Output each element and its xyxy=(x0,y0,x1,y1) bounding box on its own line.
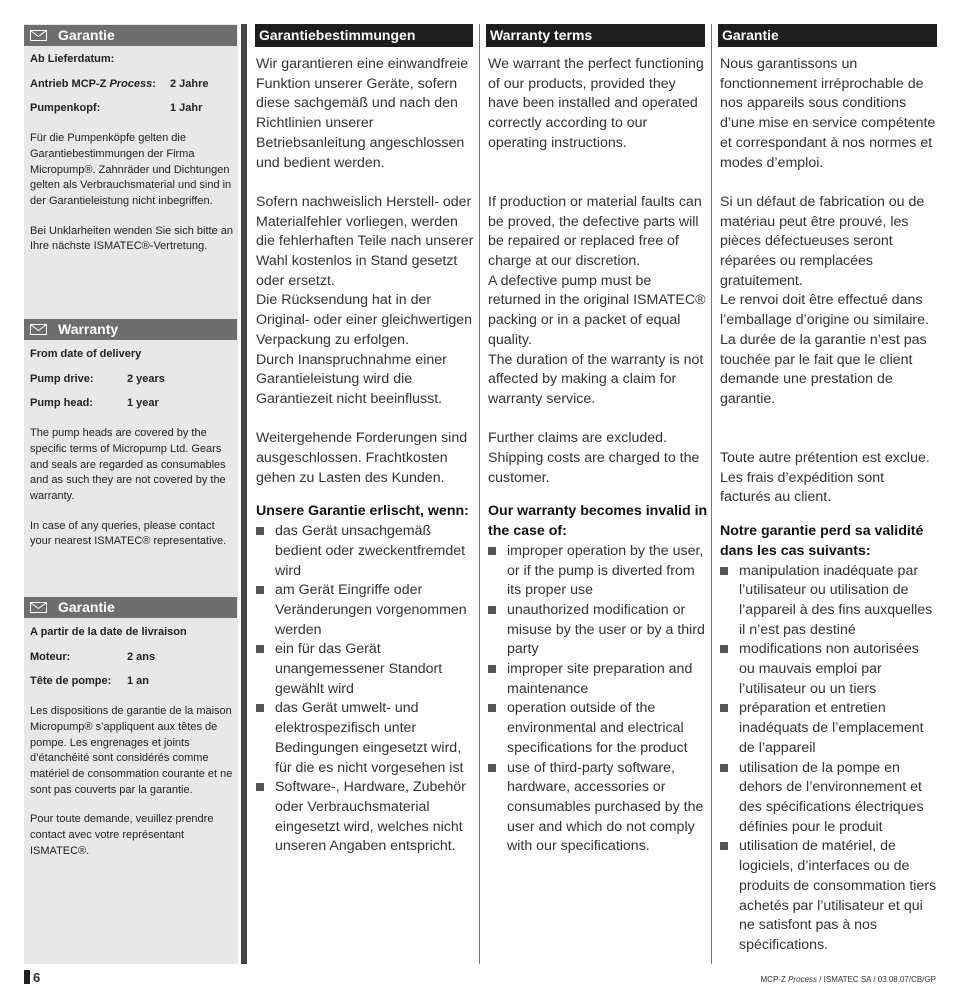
list-item: am Gerät Eingriffe oder Veränderungen vorgenommen werden xyxy=(256,581,476,640)
paragraph: A defective pump must be returned in the original ISMATEC® packing or in a packet of equal quality. xyxy=(488,272,706,348)
document-reference: MCP-Z Process / ISMATEC SA / 03.08.07/CB/GP xyxy=(760,975,936,984)
sidebar-note: Pour toute demande, veuillez prendre contact avec votre représentant ISMATEC®. xyxy=(30,813,214,857)
sidebar-heading-en xyxy=(24,319,237,340)
delivery-label: A partir de la date de livraison xyxy=(30,626,187,638)
sidebar-heading-text: Warranty xyxy=(58,321,119,337)
column-de xyxy=(256,55,476,857)
subheading: Notre garantie perd sa validité dans les cas suivants: xyxy=(720,523,924,559)
list-item: das Gerät unsachgemäß bedient oder zweckentfremdet wird xyxy=(256,522,476,581)
warranty-row-head: Pumpenkopf: 1 Jahr xyxy=(30,102,203,115)
sidebar-note: The pump heads are covered by the specific terms of Micropump Ltd. Gears and seals are regarded as consumables and as such they are not covered by the warranty. xyxy=(30,427,226,502)
sidebar-heading-de xyxy=(24,25,237,46)
paragraph: Wir garantieren eine einwandfreie Funktion unserer Geräte, sofern diese sachgemäß und nach den Richtlinien unserer Betriebsanleitung angeschlossen und bedient werden. xyxy=(256,56,469,171)
list-item: unauthorized modification or misuse by the user or by a third party xyxy=(488,601,708,660)
subheading: Unsere Garantie erlischt, wenn: xyxy=(256,503,469,520)
sidebar-block-en xyxy=(30,347,238,550)
sidebar-heading-text: Garantie xyxy=(58,599,115,615)
list-item: utilisation de la pompe en dehors de l’environnement et des spécifications électriques définies pour le produit xyxy=(720,759,938,838)
paragraph: La durée de la garantie n’est pas touchée par le fait que le client demande une prestation de garantie. xyxy=(720,331,927,407)
paragraph: Durch Inanspruchnahme einer Garantieleistung wird die Garantiezeit nicht beeinflusst. xyxy=(256,351,447,407)
subheading: Our warranty becomes invalid in the case of: xyxy=(488,503,708,540)
list-item: improper site preparation and maintenance xyxy=(488,660,708,699)
envelope-icon xyxy=(30,602,47,613)
warranty-row-drive: Antrieb MCP-Z Process: 2 Jahre xyxy=(30,77,209,90)
column-fr xyxy=(720,55,938,956)
page-marker xyxy=(24,970,30,984)
sidebar-heading-text: Garantie xyxy=(58,27,115,43)
list-item: préparation et entretien inadéquats de l’emplacement de l’appareil xyxy=(720,699,938,758)
column-heading-en: Warranty terms xyxy=(486,24,705,47)
paragraph: Nous garantissons un fonctionnement irréprochable de nos appareils sous conditions d’une mise en service compétente et correspondant à nos normes et modes d’emploi. xyxy=(720,56,936,171)
column-heading-de: Garantiebestimmungen xyxy=(255,24,473,47)
sidebar-heading-fr xyxy=(24,597,237,618)
paragraph: Si un défaut de fabrication ou de matériau peut être prouvé, les pièces défectueuses seront réparées ou remplacées gratuitement. xyxy=(720,193,925,289)
list-item: modifications non autorisées ou mauvais emploi par l’utilisateur ou un tiers xyxy=(720,640,938,699)
paragraph: Weitergehende Forderungen sind ausgeschlossen. Frachtkosten gehen zu Lasten des Kunden. xyxy=(256,430,468,486)
warranty-row-drive: Pump drive: 2 years xyxy=(30,372,165,385)
paragraph: We warrant the perfect functioning of our products, provided they have been installed and operated correctly according to our operating instructions. xyxy=(488,56,704,151)
envelope-icon xyxy=(30,30,47,41)
delivery-label: From date of delivery xyxy=(30,348,142,360)
list-item: utilisation de matériel, de logiciels, d’interfaces ou de produits de consommation tiers achetés par l’utilisateur et qui ne satisfont pas à nos spécifications. xyxy=(720,837,938,955)
condition-list xyxy=(256,522,476,857)
paragraph: Toute autre prétention est exclue. Les frais d’expédition sont facturés au client. xyxy=(720,450,930,506)
sidebar-note: In case of any queries, please contact your nearest ISMATEC® representative. xyxy=(30,519,227,548)
paragraph: Sofern nachweislich Herstell- oder Materialfehler vorliegen, werden die fehlerhaften Teile nach unserer Wahl kostenlos in Stand gesetzt oder ersetzt. xyxy=(256,193,474,289)
condition-list xyxy=(720,562,938,956)
list-item: use of third-party software, hardware, accessories or consumables purchased by the user and which do not comply with our specifications. xyxy=(488,759,708,858)
paragraph: Le renvoi doit être effectué dans l’emballage d’origine ou similaire. xyxy=(720,292,929,329)
paragraph: If production or material faults can be proved, the defective parts will be repaired or replaced free of charge at our discretion. xyxy=(488,193,702,270)
list-item: improper operation by the user, or if the pump is diverted from its proper use xyxy=(488,542,708,601)
condition-list xyxy=(488,542,708,857)
warranty-row-head: Pump head: 1 year xyxy=(30,397,159,410)
list-item: ein für das Gerät unangemessener Standort gewählt wird xyxy=(256,640,476,699)
paragraph: Further claims are excluded. Shipping costs are charged to the customer. xyxy=(488,430,700,486)
paragraph: The duration of the warranty is not affected by making a claim for warranty service. xyxy=(488,351,704,407)
column-heading-fr: Garantie xyxy=(718,24,937,47)
page-number: 6 xyxy=(24,970,40,985)
sidebar-block-fr xyxy=(30,625,238,859)
warranty-row-drive: Moteur: 2 ans xyxy=(30,650,156,663)
list-item: manipulation inadéquate par l’utilisateur ou utilisation de l’appareil à des fins auxquelles il n’est pas destiné xyxy=(720,562,938,641)
sidebar-block-de xyxy=(30,52,238,255)
sidebar-note: Für die Pumpenköpfe gelten die Garantiebestimmungen der Firma Micropump®. Zahnräder und Dichtungen gelten als Verbrauchsmaterial und sind in der Garantieleistung nicht inbegriffen. xyxy=(30,132,232,207)
column-divider xyxy=(711,24,712,964)
sidebar-note: Les dispositions de garantie de la maison Micropump® s’appliquent aux têtes de pompe. Les engrenages et joints d’étanchéité sont considérés comme matériel de consommation courante et ne sont pas couverts par la garantie. xyxy=(30,705,233,796)
column-en xyxy=(488,55,708,857)
warranty-row-head: Tête de pompe: 1 an xyxy=(30,675,150,688)
envelope-icon xyxy=(30,324,47,335)
list-item: operation outside of the environmental and electrical specifications for the product xyxy=(488,699,708,758)
list-item: Software-, Hardware, Zubehör oder Verbrauchsmaterial eingesetzt wird, welches nicht unseren Angaben entspricht. xyxy=(256,778,476,857)
delivery-label: Ab Lieferdatum: xyxy=(30,53,115,65)
list-item: das Gerät umwelt- und elektrospezifisch unter Bedingungen eingesetzt wird, für die es nicht vorgesehen ist xyxy=(256,699,476,778)
sidebar-note: Bei Unklarheiten wenden Sie sich bitte an Ihre nächste ISMATEC®-Vertretung. xyxy=(30,224,234,253)
paragraph: Die Rücksendung hat in der Original- oder einer gleichwertigen Verpackung zu erfolgen. xyxy=(256,292,473,348)
sidebar-divider xyxy=(241,24,247,964)
column-divider xyxy=(479,24,480,964)
